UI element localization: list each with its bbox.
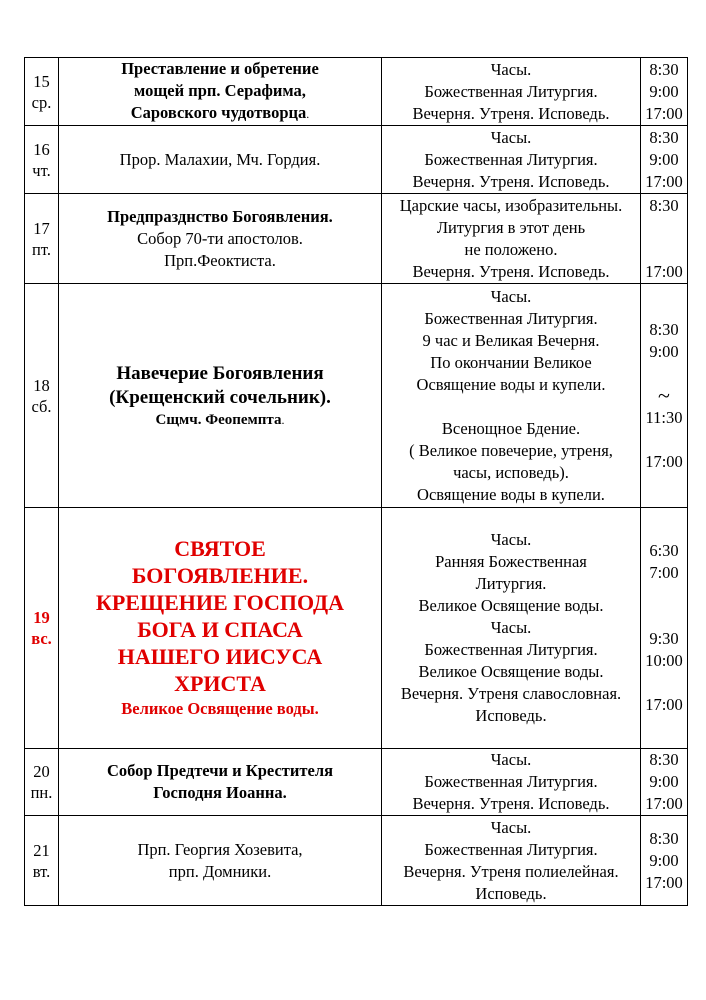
date-number: 19 — [33, 608, 50, 627]
service-line: Исповедь. — [475, 706, 547, 725]
feast-title-red: ХРИСТА — [174, 671, 266, 696]
date-number: 16 — [33, 139, 50, 159]
feast-line: Собор Предтечи и Крестителя — [106, 761, 333, 780]
service-line: Великое Освящение воды. — [418, 662, 604, 681]
feast-subtitle-red: Великое Освящение воды. — [121, 699, 319, 718]
feast-cell — [59, 284, 382, 508]
times-cell — [641, 58, 688, 126]
service-time: 17:00 — [645, 103, 683, 123]
date-number: 18 — [33, 375, 50, 395]
service-time: 9:00 — [649, 341, 679, 361]
service-time: 9:00 — [649, 81, 679, 101]
services-cell — [382, 284, 641, 508]
weekday: пт. — [32, 239, 51, 259]
service-time: 10:00 — [645, 651, 683, 670]
service-time: 17:00 — [645, 794, 683, 813]
service-line: По окончании Великое — [430, 352, 592, 372]
weekday: сб. — [31, 396, 52, 416]
times-cell — [641, 194, 688, 284]
service-line: часы, исповедь). — [453, 462, 569, 482]
service-time: 8:30 — [649, 319, 679, 339]
feast-line: мощей прп. Серафима, — [134, 81, 306, 100]
service-line: Литургия. — [475, 574, 547, 593]
feast-line: Собор 70-ти апостолов. — [137, 228, 303, 248]
service-time: 8:30 — [649, 750, 679, 769]
feast-line: Саровского чудотворца. — [130, 103, 310, 122]
table-row — [25, 749, 688, 816]
date-cell — [25, 749, 59, 816]
service-line: Божественная Литургия. — [424, 772, 598, 791]
feast-cell — [59, 816, 382, 906]
feast-title-red: СВЯТОЕ — [174, 536, 266, 561]
feast-cell — [59, 58, 382, 126]
service-time: 17:00 — [645, 695, 683, 714]
times-cell — [641, 126, 688, 194]
service-line: Великое Освящение воды. — [418, 596, 604, 615]
times-cell — [641, 508, 688, 749]
service-line: Часы. — [490, 127, 532, 147]
feast-title: Навечерие Богоявления — [116, 362, 324, 384]
weekday: ср. — [31, 92, 52, 112]
weekday: чт. — [32, 160, 51, 180]
feast-title-red: НАШЕГО ИИСУСА — [117, 644, 323, 669]
times-cell — [641, 816, 688, 906]
weekday: пн. — [30, 783, 53, 802]
feast-cell — [59, 508, 382, 749]
service-time: 8:30 — [649, 828, 679, 848]
date-cell — [25, 816, 59, 906]
service-time: 9:00 — [649, 850, 679, 870]
feast-cell — [59, 749, 382, 816]
service-line: Часы. — [490, 286, 532, 306]
services-cell — [382, 194, 641, 284]
services-cell — [382, 749, 641, 816]
table-row — [25, 816, 688, 906]
feast-title-red: КРЕЩЕНИЕ ГОСПОДА — [95, 590, 345, 615]
service-time: 8:30 — [649, 127, 679, 147]
feast-title: Предпразднство Богоявления. — [107, 206, 333, 226]
schedule-table — [24, 57, 688, 906]
table-row-feast — [25, 508, 688, 749]
service-time: 7:00 — [649, 563, 679, 582]
service-time: 8:30 — [649, 59, 679, 79]
date-number: 20 — [33, 762, 50, 781]
date-cell — [25, 284, 59, 508]
feast-line: прп. Домники. — [168, 861, 272, 881]
service-line: ( Великое повечерие, утреня, — [409, 440, 613, 460]
service-line: Освящение воды и купели. — [416, 374, 606, 394]
service-line: Царские часы, изобразительны. — [399, 195, 623, 215]
weekday: вт. — [32, 861, 51, 881]
service-time: 6:30 — [649, 541, 679, 560]
service-time: 9:00 — [649, 149, 679, 169]
service-time: 9:00 — [649, 772, 679, 791]
service-line: Вечерня. Утреня. Исповедь. — [412, 261, 610, 281]
services-cell — [382, 126, 641, 194]
feast-title: (Крещенский сочельник). — [109, 386, 331, 408]
service-time: 8:30 — [649, 195, 679, 215]
service-line: Вечерня. Утреня. Исповедь. — [412, 171, 610, 191]
service-line: Вечерня. Утреня полиелейная. — [403, 861, 619, 881]
table-row — [25, 194, 688, 284]
service-line: Исповедь. — [475, 883, 547, 903]
service-time: 17:00 — [645, 261, 683, 281]
time-range-tilde: ~ — [658, 382, 670, 408]
services-cell — [382, 58, 641, 126]
service-line: Часы. — [490, 530, 532, 549]
service-line: не положено. — [464, 239, 558, 259]
feast-line: Прор. Малахии, Мч. Гордия. — [119, 149, 321, 169]
date-cell — [25, 508, 59, 749]
service-line: Часы. — [490, 59, 532, 79]
times-cell — [641, 284, 688, 508]
table-row — [25, 126, 688, 194]
service-line: Вечерня. Утреня. Исповедь. — [412, 794, 610, 813]
feast-line: Сщмч. Феопемпта. — [155, 411, 285, 428]
service-line: Вечерня. Утреня славословная. — [400, 684, 622, 703]
date-number: 21 — [33, 840, 50, 860]
times-cell — [641, 749, 688, 816]
service-line: Божественная Литургия. — [424, 81, 598, 101]
service-line: Божественная Литургия. — [424, 308, 598, 328]
date-number: 17 — [33, 218, 50, 238]
service-line: Ранняя Божественная — [435, 552, 587, 571]
table-row — [25, 284, 688, 508]
service-time: 17:00 — [645, 451, 683, 471]
service-line: Вечерня. Утреня. Исповедь. — [412, 103, 610, 123]
service-line: Божественная Литургия. — [424, 839, 598, 859]
table-row — [25, 58, 688, 126]
service-time: 17:00 — [645, 171, 683, 191]
service-line: Божественная Литургия. — [424, 640, 598, 659]
service-line: Часы. — [490, 750, 532, 769]
feast-cell — [59, 194, 382, 284]
feast-title-red: БОГОЯВЛЕНИЕ. — [131, 563, 309, 588]
service-time: 9:30 — [649, 629, 679, 648]
service-line: Всенощное Бдение. — [441, 418, 581, 438]
service-line: Литургия в этот день — [436, 217, 586, 237]
service-line: Часы. — [490, 618, 532, 637]
feast-cell — [59, 126, 382, 194]
service-line: Освящение воды в купели. — [417, 484, 605, 504]
date-number: 15 — [33, 71, 50, 91]
feast-line: Господня Иоанна. — [153, 783, 287, 802]
service-line: 9 час и Великая Вечерня. — [422, 330, 600, 350]
feast-line: Преставление и обретение — [121, 59, 319, 78]
service-line: Божественная Литургия. — [424, 149, 598, 169]
date-cell — [25, 58, 59, 126]
weekday: вс. — [31, 629, 52, 648]
feast-line: Прп.Феоктиста. — [164, 250, 276, 270]
service-time: 11:30 — [645, 407, 683, 427]
services-cell — [382, 508, 641, 749]
feast-title-red: БОГА И СПАСА — [137, 617, 303, 642]
feast-line: Прп. Георгия Хозевита, — [137, 839, 303, 859]
service-line: Часы. — [490, 817, 532, 837]
services-cell — [382, 816, 641, 906]
date-cell — [25, 126, 59, 194]
service-time: 17:00 — [645, 872, 683, 892]
date-cell — [25, 194, 59, 284]
